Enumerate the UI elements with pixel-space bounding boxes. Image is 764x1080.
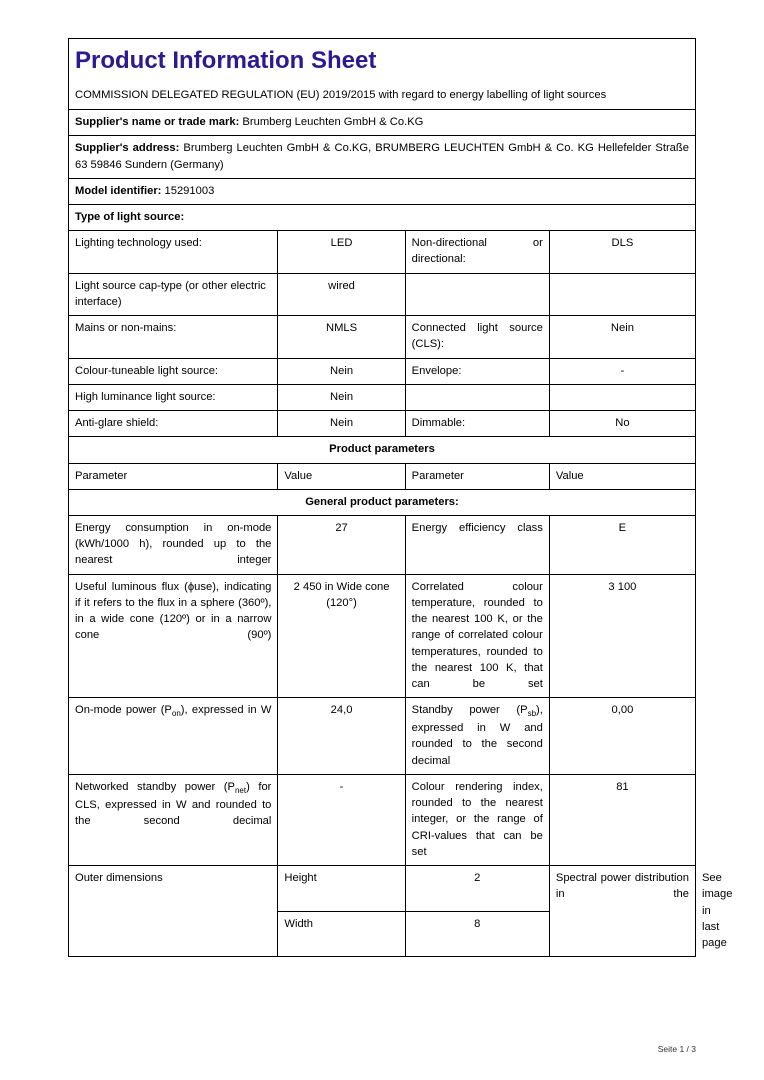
directionality-label: Non-directional or directional: (405, 231, 549, 273)
connected-light-source-label: Connected light source (CLS): (405, 316, 549, 358)
lighting-technology-value: LED (278, 231, 405, 273)
table-row-column-headers (69, 463, 696, 489)
table-row (69, 384, 696, 410)
outer-dimensions-width-value: 8 (405, 911, 549, 957)
high-luminance-label-2 (405, 384, 549, 410)
correlated-colour-temperature-value: 3 100 (549, 574, 695, 698)
model-identifier-cell (69, 178, 696, 204)
networked-standby-label-pre: Networked standby power (P (75, 780, 235, 793)
cap-type-label: Light source cap-type (or other electric interface) (69, 273, 278, 315)
standby-power-label-pre: Standby power (P (411, 704, 528, 717)
spectral-power-distribution-label: Spectral power distribution in the (549, 866, 695, 957)
product-parameters-heading: Product parameters (69, 437, 696, 463)
correlated-colour-temperature-label: Correlated colour temperature, rounded to the nearest 100 K, or the range of correlated colour temperatures, rounded to the nearest 100 K, that can be set (405, 574, 549, 698)
table-row-outer-dimensions-height (69, 866, 696, 912)
dimmable-label: Dimmable: (405, 411, 549, 437)
table-row (69, 358, 696, 384)
outer-dimensions-width-name: Width (278, 911, 405, 957)
mains-value: NMLS (278, 316, 405, 358)
page-footer: Seite 1 / 3 (657, 1044, 696, 1054)
high-luminance-value-2 (549, 384, 695, 410)
outer-dimensions-height-value: 2 (405, 866, 549, 912)
anti-glare-value: Nein (278, 411, 405, 437)
document-header (68, 38, 696, 110)
cap-type-label-2 (405, 273, 549, 315)
on-mode-power-label-sub: on (171, 709, 181, 719)
mains-label: Mains or non-mains: (69, 316, 278, 358)
table-row-product-parameters-heading (69, 437, 696, 463)
table-row-general-parameters-heading (69, 489, 696, 515)
supplier-address-value: Brumberg Leuchten GmbH & Co.KG, BRUMBERG LEUCHTEN GmbH & Co. KG Hellefelder Straße 63 59846 Sundern (Germany) (75, 142, 689, 171)
energy-consumption-label: Energy consumption in on-mode (kWh/1000 h), rounded up to the nearest integer (69, 516, 278, 575)
colour-tuneable-value: Nein (278, 358, 405, 384)
energy-efficiency-class-label: Energy efficiency class (405, 516, 549, 575)
outer-dimensions-label: Outer dimensions (69, 866, 278, 957)
table-row-model-identifier (69, 178, 696, 204)
high-luminance-value: Nein (278, 384, 405, 410)
supplier-address-label: Supplier's address: (75, 142, 180, 155)
column-header-value-2: Value (549, 463, 695, 489)
colour-rendering-index-label: Colour rendering index, rounded to the nearest integer, or the range of CRI-values that can be set (405, 774, 549, 865)
supplier-name-cell (69, 110, 696, 136)
table-row (69, 516, 696, 575)
on-mode-power-value: 24,0 (278, 698, 405, 775)
title-block (69, 39, 695, 110)
model-identifier-value: 15291003 (164, 184, 215, 197)
cap-type-value: wired (278, 273, 405, 315)
table-row-light-source-heading (69, 204, 696, 230)
column-header-parameter-2: Parameter (405, 463, 549, 489)
product-information-table (68, 110, 733, 957)
table-row (69, 316, 696, 358)
on-mode-power-label-post: ), expressed in W (180, 704, 272, 717)
on-mode-power-label (69, 698, 278, 775)
directionality-value: DLS (549, 231, 695, 273)
outer-dimensions-height-name: Height (278, 866, 405, 912)
envelope-label: Envelope: (405, 358, 549, 384)
general-product-parameters-heading: General product parameters: (69, 489, 696, 515)
table-row-supplier-name (69, 110, 696, 136)
energy-consumption-value: 27 (278, 516, 405, 575)
table-row (69, 698, 696, 775)
networked-standby-label-post: ) for CLS, expressed in W and rounded to the second decimal (75, 780, 272, 827)
light-source-heading: Type of light source: (69, 204, 696, 230)
networked-standby-label-sub: net (234, 786, 247, 796)
lighting-technology-label: Lighting technology used: (69, 231, 278, 273)
column-header-value-1: Value (278, 463, 405, 489)
colour-rendering-index-value: 81 (549, 774, 695, 865)
dimmable-value: No (549, 411, 695, 437)
table-row-supplier-address (69, 136, 696, 178)
useful-luminous-flux-value: 2 450 in Wide cone (120°) (278, 574, 405, 698)
standby-power-value: 0,00 (549, 698, 695, 775)
table-row (69, 273, 696, 315)
document-subtitle: COMMISSION DELEGATED REGULATION (EU) 2019/2015 with regard to energy labelling of light sources (75, 88, 607, 101)
model-identifier-label: Model identifier: (75, 184, 162, 197)
table-row (69, 574, 696, 698)
table-row (69, 774, 696, 865)
energy-efficiency-class-value: E (549, 516, 695, 575)
networked-standby-power-value: - (278, 774, 405, 865)
supplier-address-cell (69, 136, 696, 178)
standby-power-label-post: ), expressed in W and rounded to the second decimal (411, 704, 543, 767)
page-title: Product Information Sheet (75, 47, 377, 74)
networked-standby-power-label (69, 774, 278, 865)
useful-luminous-flux-label: Useful luminous flux (ϕuse), indicating if it refers to the flux in a sphere (360º), in a wide cone (120º) or in a narrow cone (90º) (69, 574, 278, 698)
table-row (69, 411, 696, 437)
envelope-value: - (549, 358, 695, 384)
high-luminance-label: High luminance light source: (69, 384, 278, 410)
colour-tuneable-label: Colour-tuneable light source: (69, 358, 278, 384)
column-header-parameter-1: Parameter (69, 463, 278, 489)
standby-power-label (405, 698, 549, 775)
cap-type-value-2 (549, 273, 695, 315)
table-row (69, 231, 696, 273)
anti-glare-label: Anti-glare shield: (69, 411, 278, 437)
supplier-name-label: Supplier's name or trade mark: (75, 116, 240, 129)
supplier-name-value: Brumberg Leuchten GmbH & Co.KG (242, 116, 424, 129)
document-page (68, 38, 733, 1054)
standby-power-label-sub: sb (527, 709, 537, 719)
connected-light-source-value: Nein (549, 316, 695, 358)
on-mode-power-label-pre: On-mode power (P (75, 704, 172, 717)
